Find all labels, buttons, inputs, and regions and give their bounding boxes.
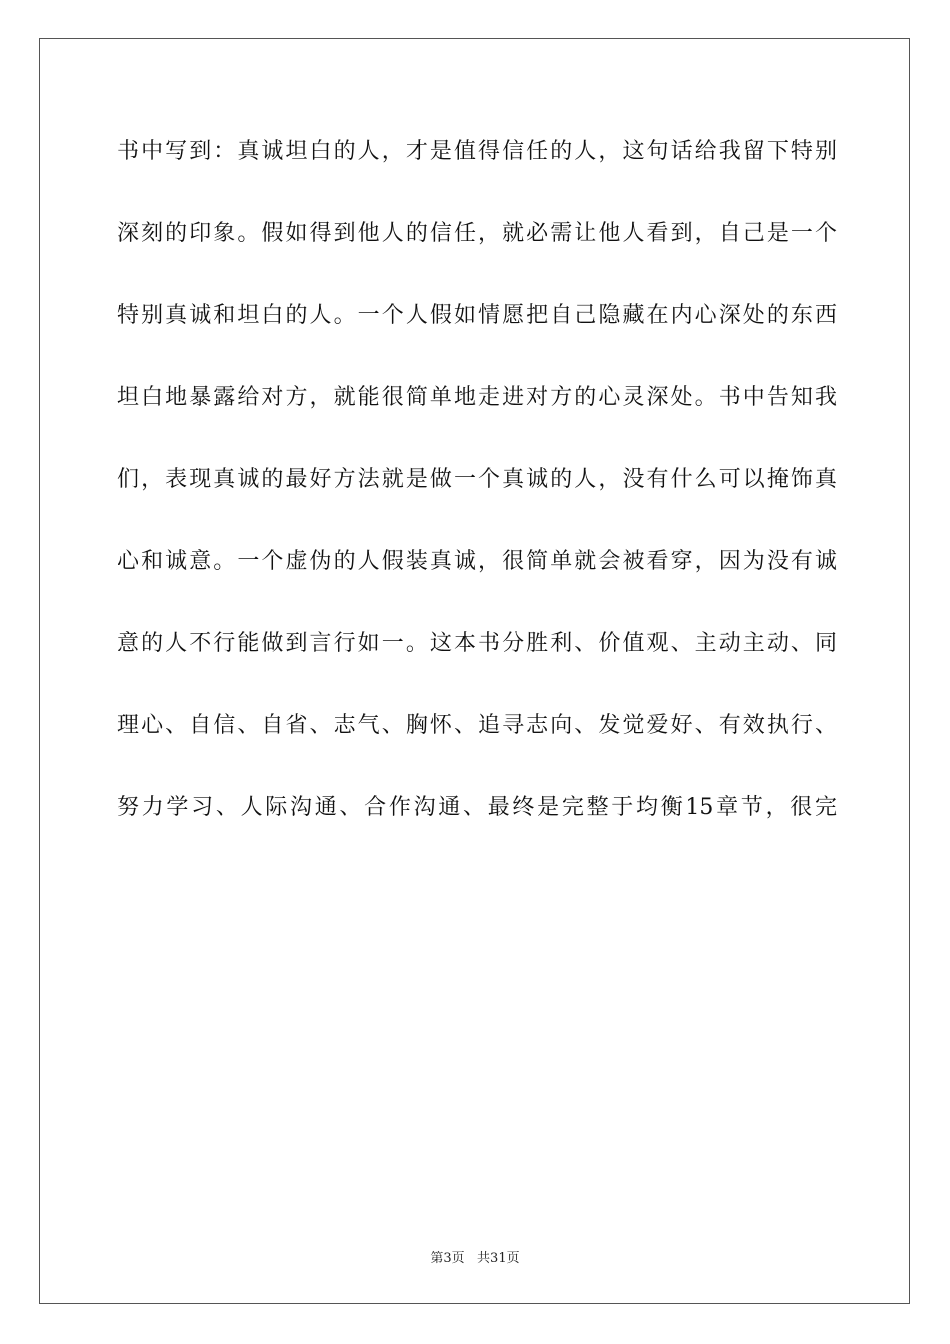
body-text: [117, 128, 837, 866]
text-line-9: 努力学习、人际沟通、合作沟通、最终是完整于均衡15章节，很完: [117, 795, 837, 820]
text-line-5: 们，表现真诚的最好方法就是做一个真诚的人，没有什么可以掩饰真: [117, 467, 837, 492]
text-line-7: 意的人不行能做到言行如一。这本书分胜利、价值观、主动主动、同: [117, 631, 837, 656]
text-line-3: 特别真诚和坦白的人。一个人假如情愿把自己隐藏在内心深处的东西: [117, 303, 837, 328]
text-line-4: 坦白地暴露给对方，就能很简单地走进对方的心灵深处。书中告知我: [117, 385, 837, 410]
text-line-6: 心和诚意。一个虚伪的人假装真诚，很简单就会被看穿，因为没有诚: [117, 549, 837, 574]
text-line-1: 书中写到：真诚坦白的人，才是值得信任的人，这句话给我留下特别: [117, 139, 837, 164]
page-number-footer: 第3页 共31页: [430, 1251, 520, 1266]
text-line-8: 理心、自信、自省、志气、胸怀、追寻志向、发觉爱好、有效执行、: [117, 713, 837, 738]
text-line-2: 深刻的印象。假如得到他人的信任，就必需让他人看到，自己是一个: [117, 221, 837, 246]
